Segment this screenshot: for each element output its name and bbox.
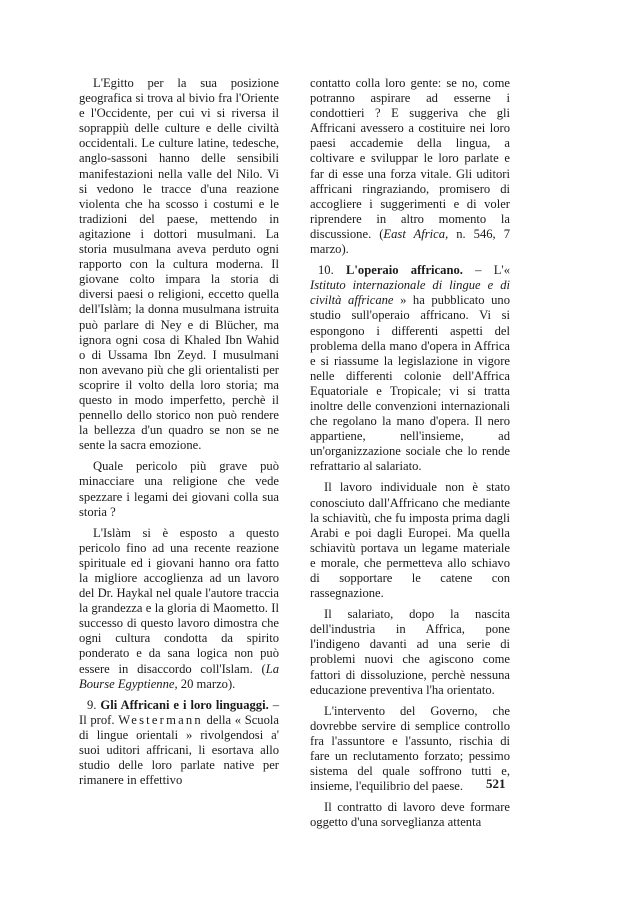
paragraph-egypt-culture: L'Egitto per la sua posizione geografica si trova al bivio fra l'Oriente e l'Occidente, per cui vi si riversa il soprappiù delle culture e delle civiltà occidentali. Le culture latine, tedesche, anglo-sassoni hanno delle sensibili manifestazioni nella valle del Nilo. Vi si vedono le tracce d'una reazione violenta che ha scosso i costumi e le tradizioni del paese, mettendo in agitazione i dottori musulmani. La storia musulmana aveva perduto ogni rapporto con la cultura moderna. Il giovane colto impara la storia di diversi paesi o religioni, eccetto quella dell'Islàm; la donna musulmana istruita può parlare di Ney e di Blücher, ma ignora ogni cosa di Khaled Ibn Wahid o di Ussama Ibn Zeyd. I musulmani non avevano più che gli orientalisti per scoprire il volto della loro storia; ma questo in modo imperfetto, perchè il pennello dello storico non può rendere la bellezza d'un quadro se non se ne sente la sacra emozione. — [79, 76, 279, 453]
page-number: 521 — [486, 776, 506, 791]
section-10-title: L'operaio affricano. — [346, 263, 463, 278]
section-10-intro: – L'« — [462, 263, 511, 278]
source-date-7-marzo: n. 546, 7 marzo). — [310, 226, 511, 257]
paragraph-slavery: Il lavoro individuale non è stato conosciuto dall'Affricano che mediante la schiavitù, che fu imposta prima dagli Arabi e poi dagli Europei. Ma quella schiavitù portava un legame materiale e morale, che permetteva allo schiavo di sopportare le catene con rassegnazione. — [310, 480, 510, 601]
institute-name: Istituto internazionale di lingue e di civiltà affricane — [310, 278, 510, 308]
paragraph-continuation — [310, 76, 510, 257]
paragraph-wage-labour: Il salariato, dopo la nascita dell'industria in Affrica, pone l'indigeno davanti ad una serie di problemi nuovi che agiscono come fattori di dissoluzione, perchè nessuna educazione preventiva l'ha orientato. — [310, 607, 510, 697]
source-bourse-egyptienne: La Bourse Egyptienne, — [79, 661, 279, 691]
continuation-text: contatto colla loro gente: se no, come potranno aspirare ad esserne i condottieri ? E suggeriva che gli Affricani avessero a costituire nei loro paesi accademie della lingua, a coltivare e sviluppar le loro parlate e far di esse una forza vitale. Gli uditori affricani ringraziando, promisero di accogliere i suggerimenti e di voler riprendere in altro momento la discussione. ( — [310, 76, 510, 241]
paragraph-government: L'intervento del Governo, che dovrebbe servire di semplice controllo fra l'assuntore e l'assunto, rischia di fare un reclutamento forzato; pessimo sistema del quale soffrono tutti e, insieme, l'equilibrio del paese. — [310, 703, 510, 794]
section-9-number: 9. — [87, 697, 101, 712]
source-east-africa: East Africa, — [383, 226, 449, 241]
paragraph-danger-question: Quale pericolo più grave può minacciare una religione che vede spezzare i legami dei giovani colla sua storia ? — [79, 459, 279, 519]
paragraph-contract: Il contratto di lavoro deve formare oggetto d'una sorveglianza attenta — [310, 800, 510, 830]
section-9 — [79, 698, 279, 789]
paragraph-haykal-text: L'Islàm si è esposto a questo pericolo fino ad una recente reazione spirituale ed i giovani hanno ora fatto la migliore accoglienza ad un lavoro del Dr. Haykal nel quale l'autore traccia la grandezza e la gloria di Maometto. Il successo di questo lavoro dimostra che ogni cultura condotta da spirito ponderato e da sana logica non può essere in disaccordo coll'Islam. ( — [79, 525, 279, 676]
section-9-title: Gli Affricani e i loro linguaggi. — [100, 697, 269, 712]
section-10 — [310, 263, 510, 474]
right-column — [310, 76, 510, 831]
section-10-number: 10. — [318, 263, 347, 278]
left-column — [79, 76, 279, 788]
section-9-intro: – Il prof. — [79, 697, 280, 727]
section-9-text: della « Scuola di lingue orientali » rivolgendosi a' suoi uditori affricani, li esortava allo studio delle loro parlate native per rimanere in effettivo — [79, 712, 279, 788]
section-10-text: » ha pubblicato uno studio sull'operaio affricano. Vi si espongono i differenti aspetti del problema della mano d'opera in Affrica e si riassume la legislazione in vigore nelle differenti colonie dell'Affrica Equatoriale e Tropicale; vi si tratta inoltre delle convenzioni internazionali che regolano la mano d'opera. Il nero appartiene, nell'insieme, ad un'organizzazione sociale che lo rende refrattario al salariato. — [310, 293, 510, 474]
paragraph-haykal-work — [79, 526, 279, 692]
author-westermann: Westermann — [118, 712, 203, 727]
source-date-20-marzo: 20 marzo). — [177, 676, 236, 691]
